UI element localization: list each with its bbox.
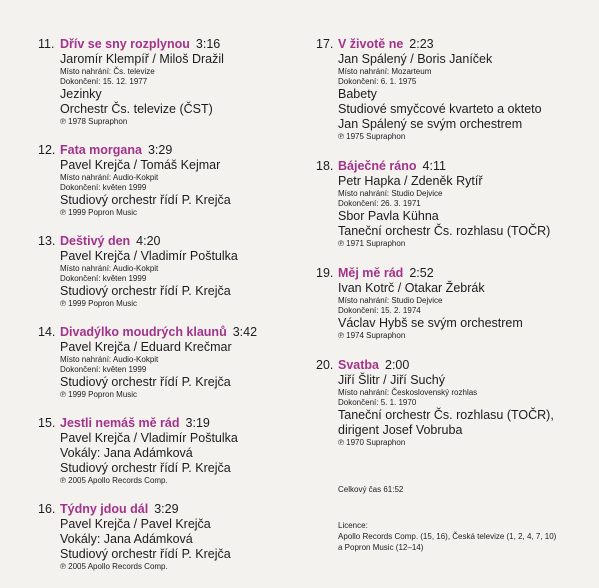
track-detail: ℗ 2005 Apollo Records Comp.	[60, 562, 168, 571]
track-credit: Ivan Kotrč / Otakar Žebrák	[338, 281, 485, 295]
track-title: Měj mě rád	[338, 266, 404, 280]
track-detail: Dokončení: květen 1999	[60, 183, 147, 192]
track-number: 14.	[38, 325, 56, 339]
track-credit: Orchestr Čs. televize (ČST)	[60, 102, 213, 116]
track-title: Svatba	[338, 358, 379, 372]
track-title-line	[60, 36, 300, 52]
track-detail: ℗ 1999 Popron Music	[60, 390, 138, 399]
track-19	[316, 265, 591, 341]
track-credit: Václav Hybš se svým orchestrem	[338, 316, 523, 330]
track-detail: Dokončení: květen 1999	[60, 365, 147, 374]
track-credit: Studiové smyčcové kvarteto a okteto	[338, 102, 542, 116]
track-duration: 2:52	[409, 266, 434, 280]
track-detail: Místo nahrání: Studio Dejvice	[338, 296, 443, 305]
track-duration: 3:29	[154, 502, 179, 516]
track-detail: Místo nahrání: Studio Dejvice	[338, 189, 443, 198]
track-number: 11.	[38, 37, 55, 51]
track-duration: 4:20	[136, 234, 161, 248]
track-detail: Dokončení: 5. 1. 1970	[338, 398, 417, 407]
track-duration: 2:00	[385, 358, 410, 372]
track-number: 17.	[316, 37, 334, 51]
track-title-line	[60, 142, 300, 158]
track-title-line	[338, 158, 591, 174]
track-duration: 3:19	[185, 416, 210, 430]
track-title: Dřív se sny rozplynou	[60, 37, 190, 51]
track-duration: 3:29	[147, 143, 173, 157]
track-18	[316, 158, 591, 249]
track-detail: Dokončení: 15. 2. 1974	[338, 306, 421, 315]
track-20	[316, 357, 591, 448]
track-duration: 3:16	[195, 37, 221, 51]
track-detail: Dokončení: 15. 12. 1977	[60, 77, 148, 86]
track-credit: Pavel Krejča / Eduard Krečmar	[60, 340, 232, 354]
track-credit: Pavel Krejča / Vladimír Poštulka	[60, 249, 238, 263]
track-credit: Babety	[338, 87, 377, 101]
track-credit: Pavel Krejča / Pavel Krejča	[60, 517, 211, 531]
track-detail: ℗ 1975 Supraphon	[338, 132, 406, 141]
track-detail: ℗ 2005 Apollo Records Comp.	[60, 476, 168, 485]
track-duration: 3:42	[232, 325, 258, 339]
track-credit: Petr Hapka / Zdeněk Rytíř	[338, 174, 483, 188]
track-number: 12.	[38, 143, 56, 157]
track-credit: Studiový orchestr řídí P. Krejča	[60, 547, 231, 561]
track-title-line	[60, 324, 300, 340]
track-title-line	[60, 415, 300, 431]
licence-label: Licence:	[338, 521, 368, 530]
track-title: Jestli nemáš mě rád	[60, 416, 180, 430]
total-time: Celkový čas 61:52	[338, 485, 404, 494]
track-title: V životě ne	[338, 37, 404, 51]
track-number: 15.	[38, 416, 56, 430]
track-title-line	[60, 501, 300, 517]
track-title-line	[60, 233, 300, 249]
track-credit: Vokály: Jana Adámková	[60, 446, 193, 460]
track-detail: ℗ 1971 Supraphon	[338, 239, 406, 248]
track-number: 13.	[38, 234, 56, 248]
track-17	[316, 36, 591, 142]
track-title: Deštivý den	[60, 234, 131, 248]
track-credit: Pavel Krejča / Vladimír Poštulka	[60, 431, 238, 445]
track-credit: Studiový orchestr řídí P. Krejča	[60, 284, 231, 298]
track-credit: Studiový orchestr řídí P. Krejča	[60, 461, 231, 475]
track-13	[38, 233, 300, 309]
track-credit: Studiový orchestr řídí P. Krejča	[60, 193, 231, 207]
track-number: 19.	[316, 266, 334, 280]
track-title-line	[338, 357, 591, 373]
track-detail: Místo nahrání: Audio-Kokpit	[60, 173, 159, 182]
track-title: Týdny jdou dál	[60, 502, 149, 516]
track-detail: ℗ 1970 Supraphon	[338, 438, 406, 447]
track-16	[38, 501, 300, 572]
track-detail: Místo nahrání: Mozarteum	[338, 67, 432, 76]
track-duration: 2:23	[409, 37, 434, 51]
track-title-line	[338, 265, 591, 281]
track-credit: Vokály: Jana Adámková	[60, 532, 193, 546]
track-11	[38, 36, 300, 127]
track-credit: Studiový orchestr řídí P. Krejča	[60, 375, 231, 389]
track-credit: Jaromír Klempíř / Miloš Dražil	[60, 52, 224, 66]
track-credit: Jiří Šlitr / Jiří Suchý	[338, 373, 445, 387]
track-number: 16.	[38, 502, 56, 516]
track-credit: Pavel Krejča / Tomáš Kejmar	[60, 158, 221, 172]
licence-line-1: Apollo Records Comp. (15, 16), Česká televize (1, 2, 4, 7, 10)	[338, 532, 557, 541]
track-credit: Jan Spálený / Boris Janíček	[338, 52, 493, 66]
track-duration: 4:11	[422, 159, 446, 173]
track-detail: ℗ 1974 Supraphon	[338, 331, 406, 340]
track-credit: dirigent Josef Vobruba	[338, 423, 463, 437]
track-title: Báječné ráno	[338, 159, 417, 173]
track-12	[38, 142, 300, 218]
licence-line-2: a Popron Music (12–14)	[338, 543, 424, 552]
track-number: 18.	[316, 159, 334, 173]
track-detail: ℗ 1999 Popron Music	[60, 208, 138, 217]
track-title: Fata morgana	[60, 143, 142, 157]
track-credit: Jan Spálený se svým orchestrem	[338, 117, 523, 131]
track-detail: Místo nahrání: Audio-Kokpit	[60, 264, 159, 273]
track-credit: Taneční orchestr Čs. rozhlasu (TOČR),	[338, 408, 554, 422]
track-detail: Dokončení: květen 1999	[60, 274, 147, 283]
right-column	[316, 36, 591, 448]
track-15	[38, 415, 300, 486]
track-credit: Taneční orchestr Čs. rozhlasu (TOČR)	[338, 224, 551, 238]
left-column	[38, 36, 300, 572]
track-credit: Sbor Pavla Kühna	[338, 209, 439, 223]
track-detail: Dokončení: 6. 1. 1975	[338, 77, 417, 86]
track-detail: Místo nahrání: Audio-Kokpit	[60, 355, 159, 364]
track-credit: Jezinky	[60, 87, 102, 101]
track-detail: Místo nahrání: Čs. televize	[60, 67, 155, 76]
track-title: Divadýlko moudrých klaunů	[60, 325, 227, 339]
track-detail: Dokončení: 26. 3. 1971	[338, 199, 421, 208]
track-title-line	[338, 36, 591, 52]
track-14	[38, 324, 300, 400]
track-detail: Místo nahrání: Československý rozhlas	[338, 388, 478, 397]
track-number: 20.	[316, 358, 334, 372]
track-detail: ℗ 1978 Supraphon	[60, 117, 128, 126]
track-detail: ℗ 1999 Popron Music	[60, 299, 138, 308]
